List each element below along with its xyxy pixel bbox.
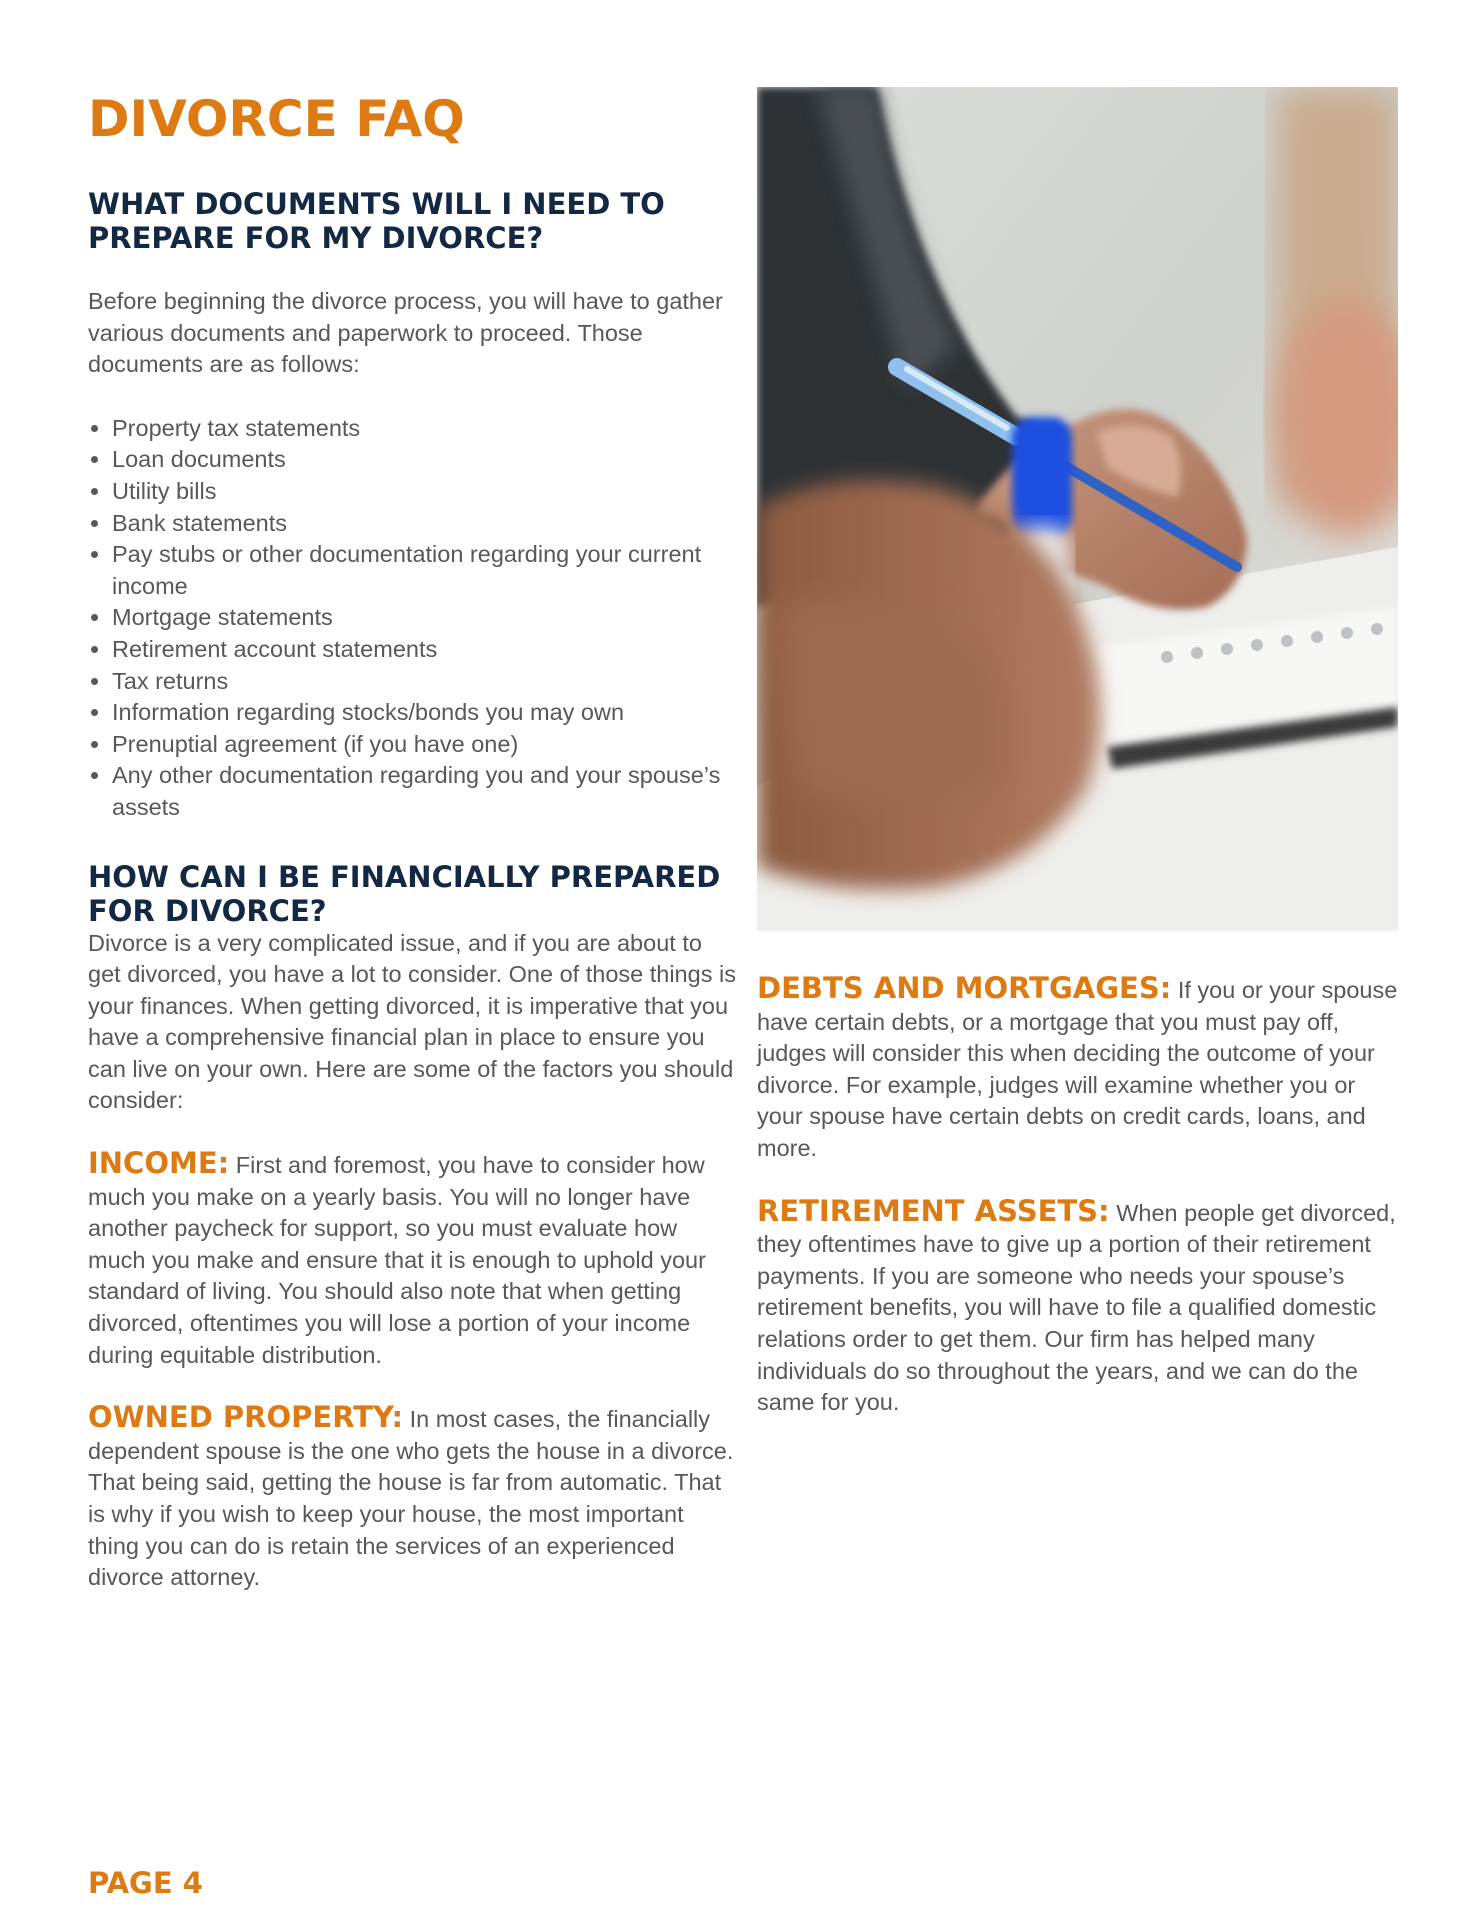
list-item: • Any other documentation regarding you and your spouse’s assets bbox=[112, 760, 736, 823]
list-item: • Tax returns bbox=[112, 666, 736, 698]
list-item: • Loan documents bbox=[112, 444, 736, 476]
financial-intro: Divorce is a very complicated issue, and if you are about to get divorced, you have a lot to consider. One of those things is your finances. When getting divorced, it is imperative that you have a comprehensive financial plan in place to ensure you can live on your own. Here are some of the factors you should consider: bbox=[88, 929, 736, 1114]
left-column bbox=[88, 92, 736, 1594]
right-column bbox=[757, 87, 1398, 1419]
debts-paragraph bbox=[757, 973, 1398, 1165]
list-item: • Information regarding stocks/bonds you may own bbox=[112, 697, 736, 729]
list-item: • Bank statements bbox=[112, 508, 736, 540]
income-text: First and foremost, you have to consider how much you make on a yearly basis. You will no longer have another paycheck for support, so you must evaluate how much you make and ensure that it is enough to uphold your standard of living. You should also note that when getting divorced, oftentimes you will lose a portion of your income during equitable distribution. bbox=[88, 1152, 706, 1368]
page-number: PAGE 4 bbox=[88, 1866, 203, 1900]
documents-intro: Before beginning the divorce process, you will have to gather various documents and paperwork to proceed. Those documents are as follows: bbox=[88, 288, 723, 378]
hands-signing-photo bbox=[757, 87, 1398, 931]
photo-illustration bbox=[757, 87, 1398, 931]
list-item: • Property tax statements bbox=[112, 413, 736, 445]
right-text bbox=[757, 973, 1398, 1419]
list-item: • Pay stubs or other documentation regarding your current income bbox=[112, 539, 736, 602]
debts-text: If you or your spouse have certain debts, or a mortgage that you must pay off, judges will consider this when deciding the outcome of your divorce. For example, judges will examine whether you or your spouse have certain debts on credit cards, loans, and more. bbox=[757, 977, 1398, 1161]
retirement-paragraph bbox=[757, 1193, 1398, 1419]
list-item: • Mortgage statements bbox=[112, 602, 736, 634]
list-item: • Retirement account statements bbox=[112, 634, 736, 666]
income-paragraph bbox=[88, 1148, 736, 1371]
owned-property-text: In most cases, the financially dependent spouse is the one who gets the house in a divorce. That being said, getting the house is far from automatic. That is why if you wish to keep your house, the most important thing you can do is retain the services of an experienced divorce attorney. bbox=[88, 1406, 734, 1591]
retirement-text: When people get divorced, they oftentimes have to give up a portion of their retirement payments. If you are someone who needs your spouse’s retirement benefits, you will have to file a qualified domestic relations order to get them. Our firm has helped many individuals do so throughout the years, and we can do the same for you. bbox=[757, 1199, 1396, 1416]
documents-list bbox=[88, 413, 736, 824]
debts-lead: DEBTS AND MORTGAGES: bbox=[757, 971, 1172, 1005]
financial-heading: HOW CAN I BE FINANCIALLY PREPARED FOR DIVORCE? bbox=[88, 859, 721, 928]
retirement-lead: RETIREMENT ASSETS: bbox=[757, 1193, 1110, 1228]
list-item: • Utility bills bbox=[112, 476, 736, 508]
owned-property-paragraph bbox=[88, 1402, 736, 1594]
income-lead: INCOME: bbox=[88, 1146, 230, 1181]
owned-property-lead: OWNED PROPERTY: bbox=[88, 1400, 404, 1435]
documents-heading: WHAT DOCUMENTS WILL I NEED TO PREPARE FOR MY DIVORCE? bbox=[88, 187, 665, 255]
list-item: • Prenuptial agreement (if you have one) bbox=[112, 729, 736, 761]
page-title: DIVORCE FAQ bbox=[88, 90, 465, 148]
